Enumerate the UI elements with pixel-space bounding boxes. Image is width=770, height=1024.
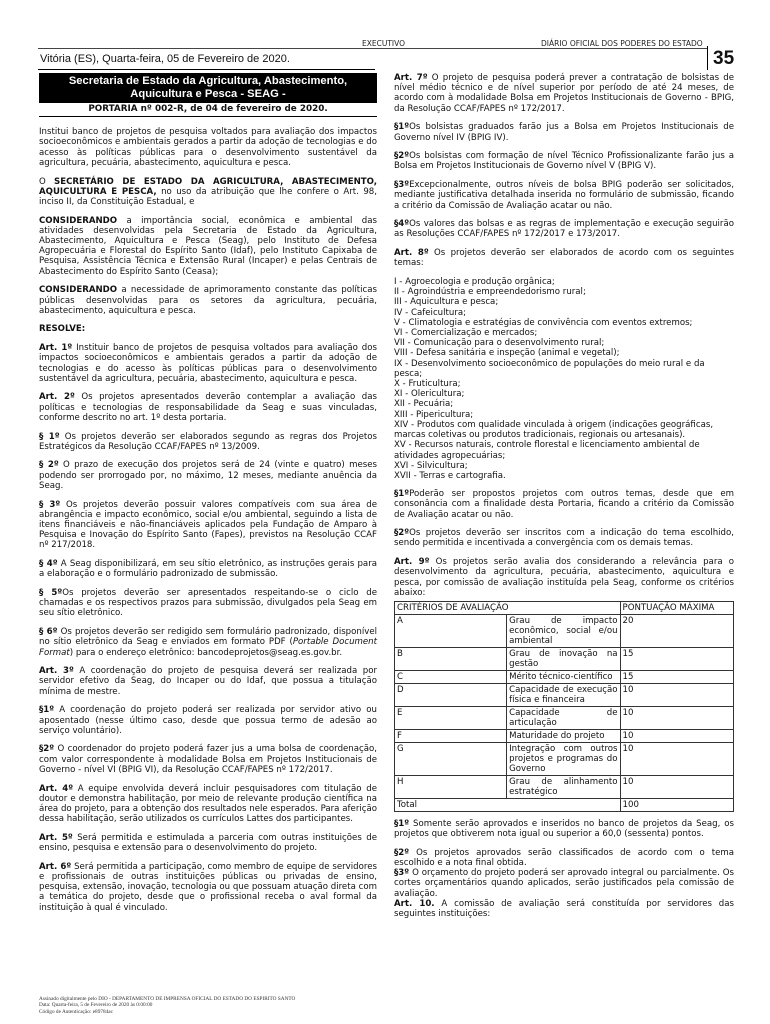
art-8: Art. 8º Os projetos deverão ser elaborados de acordo com os seguintes temas: [394, 248, 734, 269]
list-item: XVI - Silvicultura; [394, 460, 468, 471]
considerando-2: CONSIDERANDO a necessidade de aprimoramento constante das políticas públicas desenvolvidas para os setores da agricultura, pecuária, abastecimento, aquicultura e pesca. [39, 285, 377, 316]
art-9-par-3: §3º O orçamento do projeto poderá ser aprovado integral ou parcialmente. Os cortes orçamentários quando aplicados, serão justificados pela comissão de avaliação. [394, 868, 734, 899]
criteria-desc: Capacidade de articulação [507, 706, 620, 729]
page-number: 35 [713, 48, 735, 69]
table-row [395, 647, 734, 670]
portaria-header [39, 73, 377, 117]
list-item: X - Fruticultura; [394, 379, 461, 390]
art-9: Art. 9º Os projetos serão avalia dos considerando a relevância para o desenvolvimento da agricultura, pecuária, abastecimento, aquicultura e pesca, por comissão de avaliação instituída pela Seag, conforme os critérios abaixo: [394, 557, 734, 598]
list-item: XIV - Produtos com qualidade vinculada à origem (indicações geográficas, marcas coletivas ou produtos tradicionais, regionais ou artesanais). [394, 419, 714, 441]
criteria-desc: Grau de impacto econômico, social e/ou ambiental [507, 614, 620, 647]
table-row [395, 742, 734, 775]
list-item: VIII - Defesa sanitária e inspeção (animal e vegetal); [394, 348, 620, 359]
list-item: IX - Desenvolvimento socioeconômico de populações do meio rural e da pesca; [394, 358, 705, 379]
art-2-par-4: § 4º A Seag disponibilizará, em seu sítio eletrônico, as instruções gerais para a elaboração e o formulário padronizado de submissão. [39, 559, 377, 580]
header-criteria: CRITÉRIOS DE AVALIAÇÃO [395, 601, 621, 614]
criteria-score: 10 [620, 729, 733, 742]
footer-line: Data: Quarta-feira, 5 de Fevereiro de 2020 às 0:00:00 [39, 1002, 153, 1009]
art-8-par-1: §1ºPoderão ser propostos projetos com outros temas, desde que em consonância com a finalidade desta Portaria, ficando a critério da Comissão de Avaliação acatar ou não. [394, 489, 734, 520]
art-7-par-4: §4ºOs valores das bolsas e as regras de implementação e execução seguirão as Resoluções CCAF/FAPES nº 172/2017 e 173/2017. [394, 219, 734, 240]
list-item: I - Agroecologia e produção orgânica; [394, 277, 555, 288]
list-item: VII - Comunicação para o desenvolvimento rural; [394, 338, 605, 349]
list-item: VI - Comercialização e mercados; [394, 328, 538, 339]
table-header-row [395, 601, 734, 614]
art-2: Art. 2º Os projetos apresentados deverão contemplar a avaliação das políticas e tecnologias de responsabilidade da Seag e suas vinculadas, conforme descrito no art. 1º desta portaria. [39, 392, 377, 423]
table-row [395, 614, 734, 647]
digital-signature-footer [39, 996, 295, 1015]
list-item: XII - Pecuária; [394, 399, 454, 410]
secretaria-title: Secretaria de Estado da Agricultura, Abastecimento, Aquicultura e Pesca - SEAG - [39, 73, 377, 103]
criteria-desc: Maturidade do projeto [507, 729, 620, 742]
criteria-desc: Integração com outros projetos e programas do Governo [507, 742, 620, 775]
art-2-par-5: § 5ºOs projetos deverão ser apresentados respeitando-se o ciclo de chamadas e os respectivos prazos para submissão, divulgados pela Seag em seu sítio eletrônico. [39, 588, 377, 619]
art-8-par-2: §2ºOs projetos deverão ser inscritos com a indicação do tema escolhido, sendo permitida e incentivada a convergência com os demais temas. [394, 528, 734, 549]
considerando-1: CONSIDERANDO a importância social, econômica e ambiental das atividades desenvolvidas pela Secretaria de Estado da Agricultura, Abastecimento, Aquicultura e Pesca (Seag), pelo Instituto de Defesa Agropecuária e Florestal do Espírito Santo (Idaf), pelo Instituto Capixaba de Pesquisa, Assistência Técnica e Extensão Rural (Incaper) e pelas Centrais de Abastecimento do Espírito Santo (Ceasa); [39, 215, 377, 277]
art-2-par-1: § 1º Os projetos deverão ser elaborados segundo as regras dos Projetos Estratégicos da Resolução CCAF/FAPES nº 13/2009. [39, 431, 377, 452]
art-9-par-2: §2º Os projetos aprovados serão classificados de acordo com o tema escolhido e a nota final obtida. [394, 847, 734, 869]
footer-line: Código de Autenticação: e89784ac [39, 1008, 113, 1015]
list-item: II - Agroindústria e empreendedorismo rural; [394, 287, 586, 298]
art-1: Art. 1º Instituir banco de projetos de pesquisa voltados para avaliação dos impactos socioeconômicos e ambientais gerados a partir da adoção de tecnologias e do acesso às políticas públicas para o desenvolvimento sustentável da agricultura, pecuária, abastecimento, aquicultura e pesca. [39, 343, 377, 384]
table-row [395, 729, 734, 742]
art-2-par-6: § 6º Os projetos deverão ser redigido sem formulário padronizado, disponível no sítio eletrônico da Seag e enviados em formato PDF (Portable Document Format) para o endereço eletrônico: bancodeprojetos@seag.es.gov.br. [39, 627, 377, 658]
footer-line: Assinado digitalmente pelo DIO - DEPARTAMENTO DE IMPRENSA OFICIAL DO ESTADO DO ESPIRITO SANTO [39, 996, 296, 1002]
section-label: EXECUTIVO [362, 39, 406, 48]
criteria-score: 15 [620, 670, 733, 683]
table-row [395, 775, 734, 798]
art-2-par-3: § 3º Os projetos deverão possuir valores compatíveis com sua área de abrangência e impacto econômico, social e/ou ambiental, seguindo a lista de itens financiáveis e não-financiáveis aplicados pela Fundação de Amparo à Pesquisa e Inovação do Espírito Santo (Fapes), previstos na Resolução CCAF nº 217/2018. [39, 499, 377, 551]
criteria-score: 20 [620, 614, 733, 647]
left-column [39, 73, 377, 921]
list-item: V - Climatologia e estratégias de convivência com eventos extremos; [394, 317, 693, 328]
art-5: Art. 5º Será permitida e estimulada a parceria com outras instituições de ensino, pesquisa e extensão para o desenvolvimento do projeto. [39, 832, 377, 854]
criteria-score: 10 [620, 775, 733, 798]
criteria-key: G [395, 742, 507, 775]
art-7-par-2: §2ºOs bolsistas com formação de nível Técnico Profissionalizante farão jus a Bolsa em Projetos Institucionais de Governo nível V (BPIG V). [394, 151, 734, 172]
criteria-key: B [395, 647, 507, 670]
art-9-par-1: §1º Somente serão aprovados e inseridos no banco de projetos da Seag, os projetos que obtiverem nota igual ou superior a 60,0 (sessenta) pontos. [394, 818, 734, 840]
page-header [0, 0, 770, 70]
art-2-par-2: § 2º O prazo de execução dos projetos será de 24 (vinte e quatro) meses podendo ser prorrogado por, no máximo, 12 meses, mediante anuência da Seag. [39, 460, 377, 491]
art-3-par-1: §1º A coordenação do projeto poderá ser realizada por servidor ativo ou aposentado (nesse último caso, desde que possua termo de adesão ao serviço voluntário). [39, 705, 377, 736]
criteria-key: F [395, 729, 507, 742]
art-10: Art. 10. A comissão de avaliação será constituída por servidores das seguintes instituições: [394, 898, 734, 920]
criteria-key: E [395, 706, 507, 729]
art-3-par-2: §2º O coordenador do projeto poderá fazer jus a uma bolsa de coordenação, com valor correspondente à modalidade Bolsa em Projetos Institucionais de Governo - nível VI (BPIG VI), da Resolução CCAF/FAPES nº 172/2017. [39, 744, 377, 775]
header-score: PONTUAÇÃO MÁXIMA [620, 601, 733, 614]
resolve-heading: RESOLVE: [39, 324, 86, 335]
portaria-title: PORTARIA nº 002-R, de 04 de fevereiro de 2020. [39, 104, 377, 117]
criteria-score: 15 [620, 647, 733, 670]
diario-label: DIÁRIO OFICIAL DOS PODERES DO ESTADO [541, 39, 703, 48]
list-item: XVII - Terras e cartografia. [394, 470, 506, 481]
art-7-par-1: §1ºOs bolsistas graduados farão jus a Bolsa em Projetos Institucionais de Governo nível IV (BPIG IV). [394, 122, 734, 143]
issue-date: Vitória (ES), Quarta-feira, 05 de Fevereiro de 2020. [40, 53, 290, 65]
criteria-desc: Grau de inovação na gestão [507, 647, 620, 670]
list-item: XIII - Pipericultura; [394, 409, 474, 420]
criteria-score: 10 [620, 683, 733, 706]
total-label: Total [395, 798, 621, 811]
criteria-key: H [395, 775, 507, 798]
table-row [395, 706, 734, 729]
criteria-score: 10 [620, 706, 733, 729]
criteria-table [394, 601, 734, 812]
criteria-desc: Mérito técnico-científico [507, 670, 620, 683]
criteria-desc: Capacidade de execução física e financeira [507, 683, 620, 706]
list-item: XV - Recursos naturais, controle florestal e licenciamento ambiental de atividades agropecuárias; [394, 440, 700, 461]
table-row [395, 670, 734, 683]
list-item: IV - Cafeicultura; [394, 307, 467, 318]
criteria-key: A [395, 614, 507, 647]
criteria-desc: Grau de alinhamento estratégico [507, 775, 620, 798]
ementa: Institui banco de projetos de pesquisa voltados para avaliação dos impactos socioeconômicos e ambientais gerados a partir da adoção de tecnologias e do acesso às políticas públicas para o desenvolvimento sustentável da agricultura, pecuária, abastecimento, aquicultura e pesca. [39, 127, 377, 168]
criteria-score: 10 [620, 742, 733, 775]
header-rule [38, 48, 708, 49]
art-4: Art. 4º A equipe envolvida deverá incluir pesquisadores com titulação de doutor e demonstra habilitação, por meio de relevante produção científica na área do projeto, para a obtenção dos resultados nele esperados. Para aferição dessa habilitação, serão utilizados os currículos Lattes dos participantes. [39, 783, 377, 825]
table-row [395, 683, 734, 706]
art-3: Art. 3º A coordenação do projeto de pesquisa deverá ser realizada por servidor efetivo da Seag, do Incaper ou do Idaf, que possua a titulação mínima de mestre. [39, 666, 377, 697]
art-7-par-3: §3ºExcepcionalmente, outros níveis de bolsa BPIG poderão ser solicitados, mediante justificativa detalhada inserida no formulário de submissão, ficando a critério da Comissão de Avaliação acatar ou não. [394, 180, 734, 211]
list-item: XI - Olericultura; [394, 389, 465, 400]
header-divider [707, 46, 708, 70]
criteria-key: C [395, 670, 507, 683]
total-value: 100 [620, 798, 733, 811]
preamble: O SECRETÁRIO DE ESTADO DA AGRICULTURA, ABASTECIMENTO, AQUICULTURA E PESCA, no uso da atribuição que lhe confere o Art. 98, inciso II, da Constituição Estadual, e [39, 176, 378, 207]
right-column [394, 73, 734, 928]
art-7: Art. 7º O projeto de pesquisa poderá prever a contratação de bolsistas de nível médio técnico e de nível superior por período de até 24 meses, de acordo com à modalidade Bolsa em Projetos Institucionais de Governo - BPIG, da Resolução CCAF/FAPES nº 172/2017. [394, 73, 734, 114]
table-total-row [395, 798, 734, 811]
list-item: III - Aquicultura e pesca; [394, 297, 499, 308]
temas-list [394, 277, 734, 481]
header-bottom-rule [38, 69, 375, 70]
art-6: Art. 6º Será permitida a participação, como membro de equipe de servidores e profissionais de outras instituições públicas ou privadas de ensino, pesquisa, extensão, inovação, tecnologia ou que possuam atuação direta com a temática do projeto, desde que o profissional receba o aval formal da instituição à qual é vinculado. [39, 861, 377, 913]
criteria-key: D [395, 683, 507, 706]
